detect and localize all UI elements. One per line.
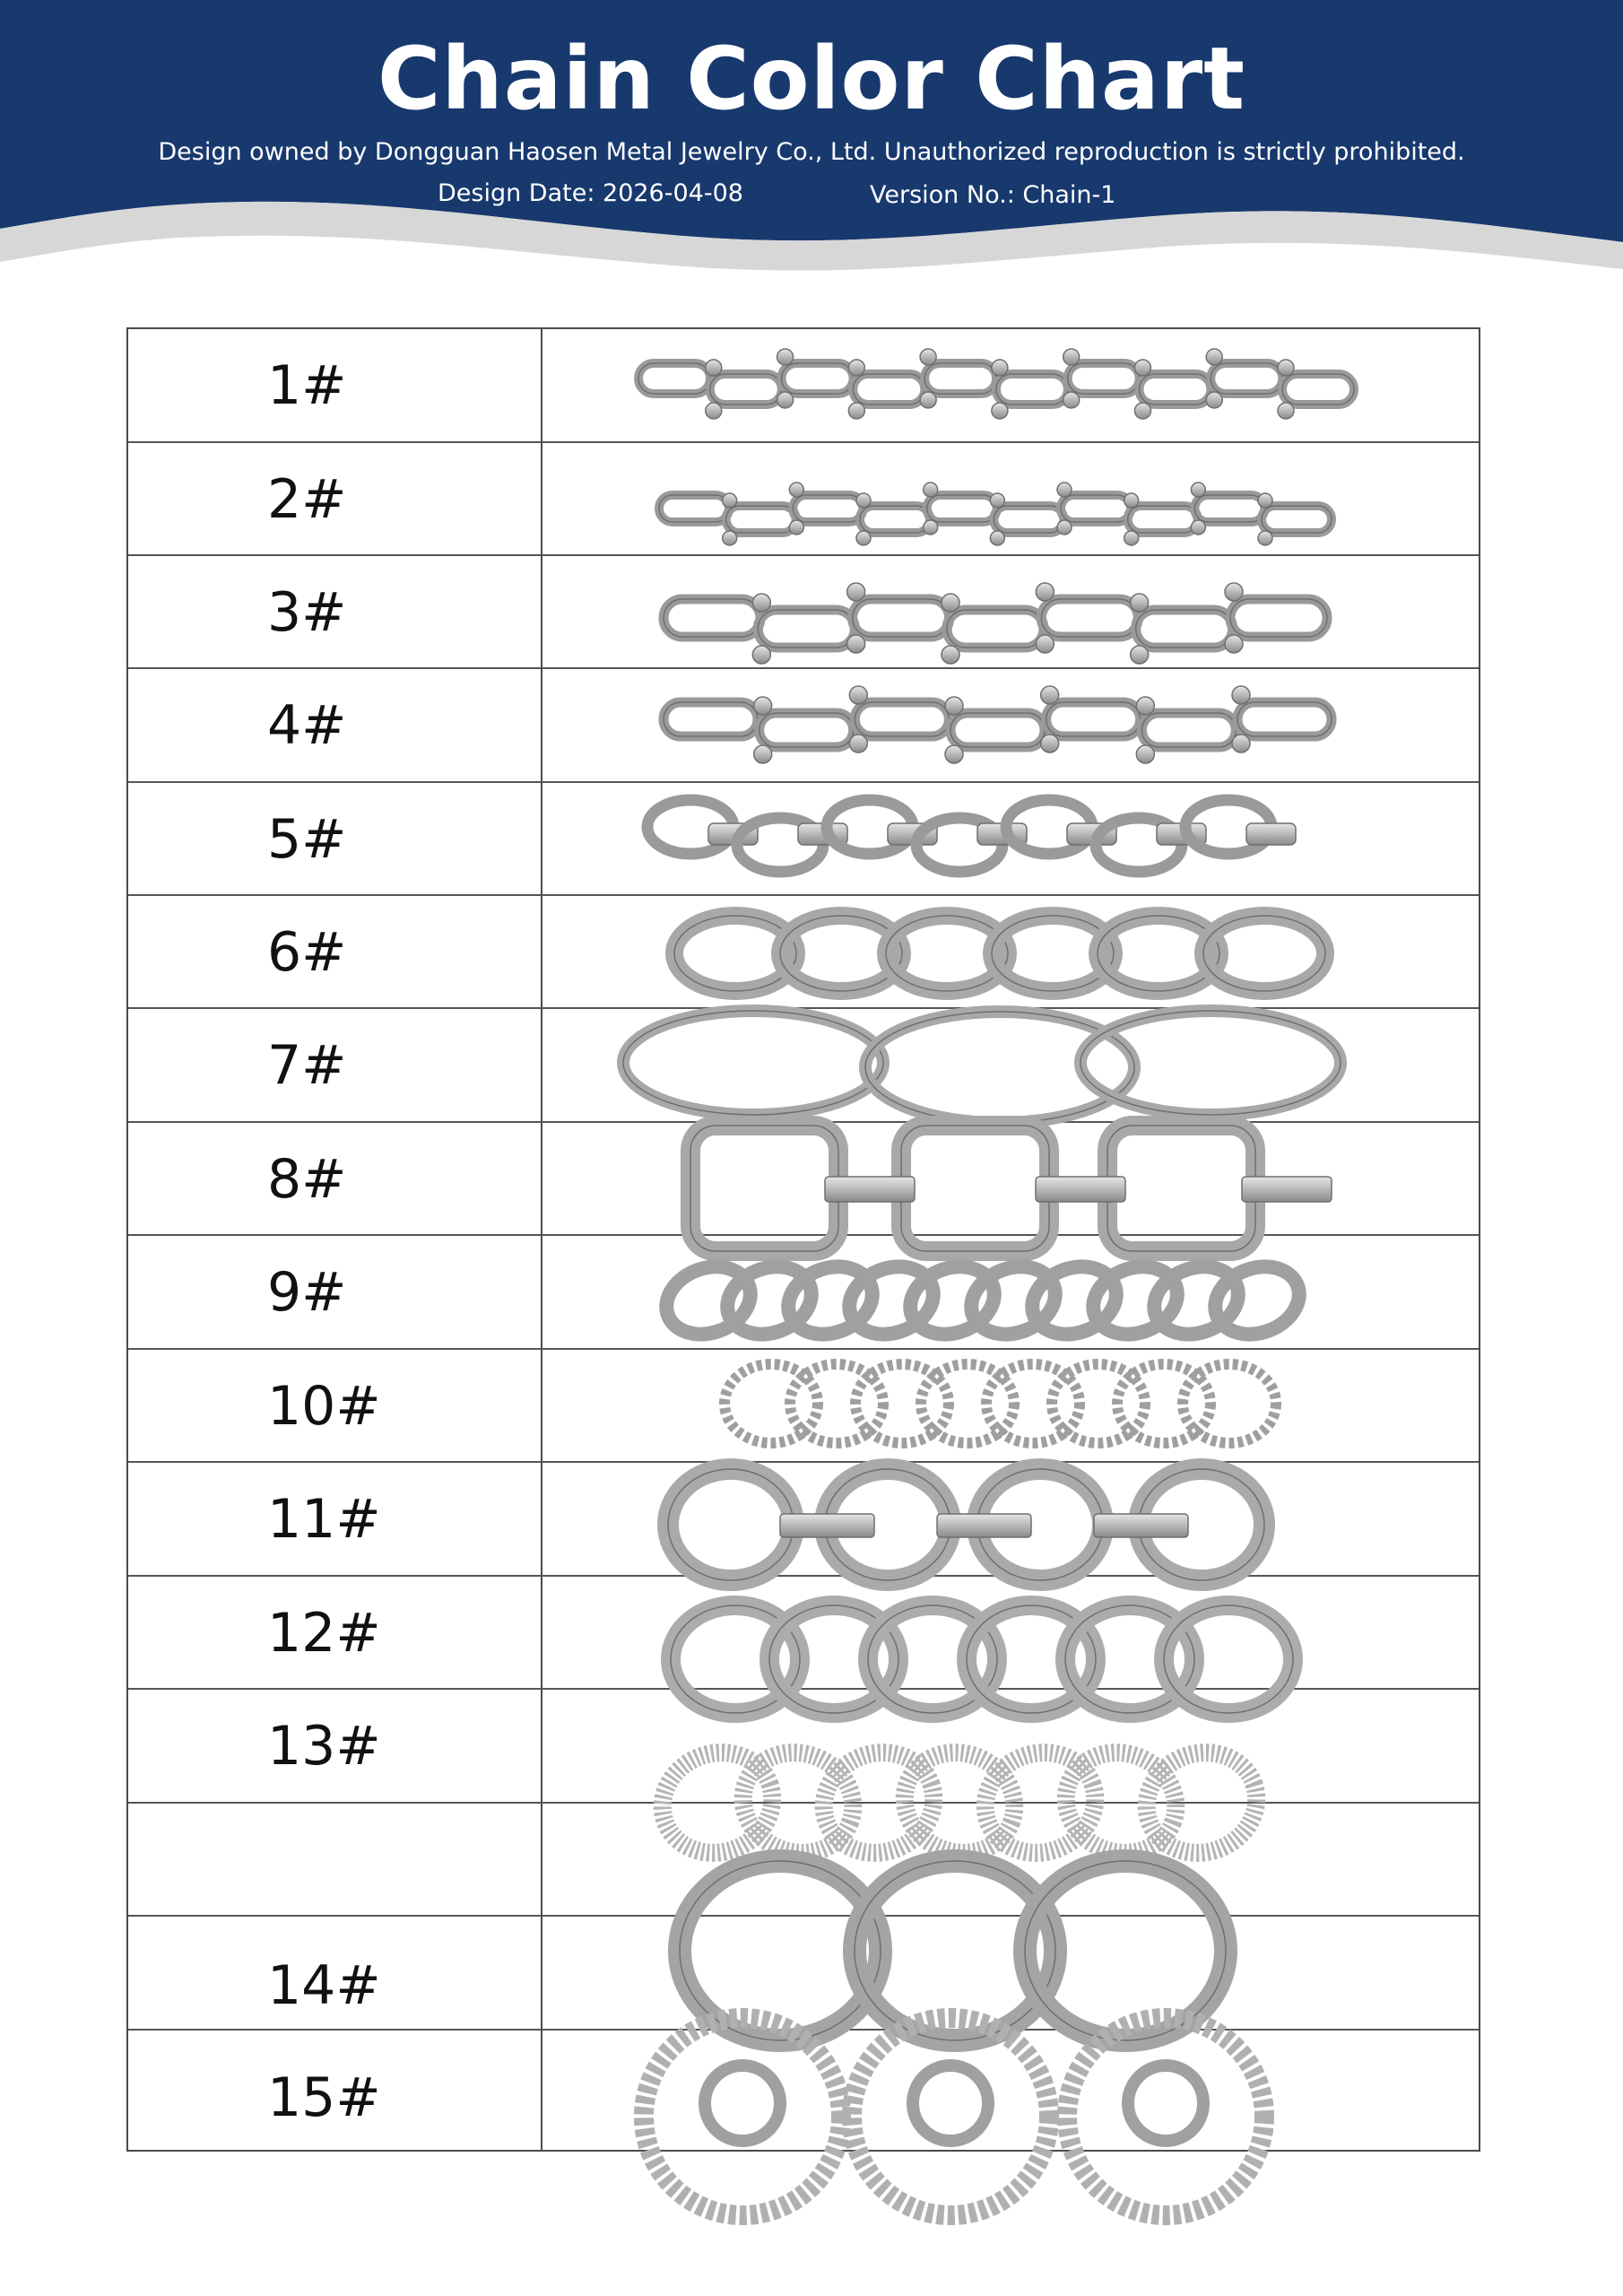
row-label: 3# — [267, 581, 347, 644]
row-label: 11# — [267, 1488, 381, 1551]
table-row — [128, 1577, 1479, 1690]
chain-table — [126, 327, 1480, 2152]
row-label: 6# — [267, 921, 347, 984]
header-banner — [0, 0, 1623, 296]
table-row — [128, 329, 1479, 443]
row-label: 15# — [267, 2066, 381, 2129]
row-label: 13# — [267, 1715, 381, 1778]
table-row — [128, 1236, 1479, 1350]
copyright-notice: Design owned by Dongguan Haosen Metal Jewelry Co., Ltd. Unauthorized reproduction is strictly prohibited. — [158, 138, 1465, 166]
row-label: 9# — [267, 1261, 347, 1324]
table-row — [128, 2031, 1479, 2152]
design-date: Design Date: 2026-04-08 — [438, 179, 743, 207]
row-label: 2# — [267, 468, 347, 531]
row-label: 12# — [267, 1602, 381, 1665]
version-number: Version No.: Chain-1 — [870, 181, 1116, 209]
table-row — [128, 669, 1479, 783]
row-label: 1# — [267, 354, 347, 417]
table-row — [128, 1123, 1479, 1236]
table-row — [128, 1350, 1479, 1463]
table-row — [128, 443, 1479, 556]
row-label: 5# — [267, 808, 347, 871]
row-label: 14# — [267, 1954, 381, 2017]
table-row — [128, 1804, 1479, 1917]
table-row — [128, 1917, 1479, 2031]
row-label: 7# — [267, 1034, 347, 1097]
row-label: 4# — [267, 694, 347, 757]
table-row — [128, 1463, 1479, 1577]
table-row — [128, 1009, 1479, 1123]
row-label: 10# — [267, 1375, 381, 1438]
table-row — [128, 556, 1479, 669]
table-row — [128, 896, 1479, 1009]
row-label: 8# — [267, 1148, 347, 1211]
table-row — [128, 1690, 1479, 1804]
table-row — [128, 783, 1479, 896]
page-title: Chain Color Chart — [377, 29, 1246, 129]
